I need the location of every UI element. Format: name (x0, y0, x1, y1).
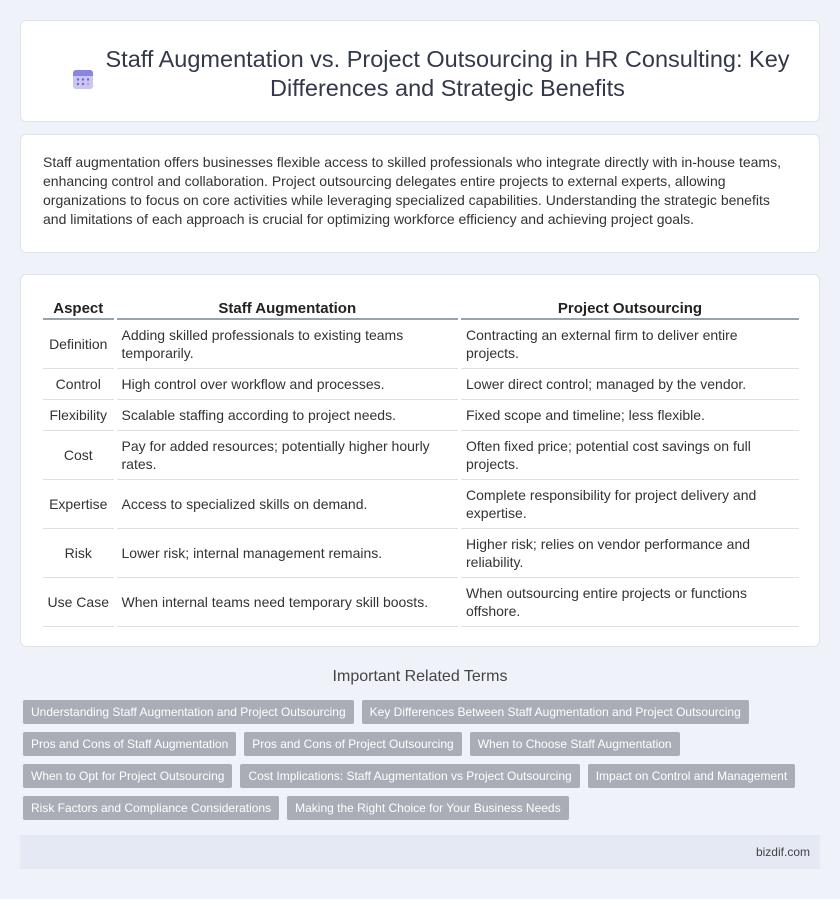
header-staff-augmentation: Staff Augmentation (115, 295, 460, 319)
row-project: Complete responsibility for project delivery and expertise. (460, 479, 799, 528)
row-aspect: Control (43, 368, 115, 399)
page-title: Staff Augmentation vs. Project Outsourcing in HR Consulting: Key Differences and Strategic Benefits (105, 46, 790, 101)
row-staff: Lower risk; internal management remains. (115, 528, 460, 577)
related-terms-list (23, 700, 823, 828)
header-aspect: Aspect (43, 295, 115, 319)
row-staff: Access to specialized skills on demand. (115, 479, 460, 528)
footer-site-link[interactable]: bizdif.com (755, 845, 810, 859)
related-term-tag[interactable]: Key Differences Between Staff Augmentation and Project Outsourcing (362, 700, 749, 724)
row-project: When outsourcing entire projects or functions offshore. (460, 577, 799, 626)
row-aspect: Flexibility (43, 399, 115, 430)
related-term-tag[interactable]: When to Opt for Project Outsourcing (23, 764, 232, 788)
header-project-outsourcing: Project Outsourcing (460, 295, 799, 319)
related-term-tag[interactable]: Pros and Cons of Staff Augmentation (23, 732, 236, 756)
row-staff: When internal teams need temporary skill boosts. (115, 577, 460, 626)
title-card (20, 20, 820, 122)
row-staff: Scalable staffing according to project needs. (115, 399, 460, 430)
row-aspect: Risk (43, 528, 115, 577)
related-term-tag[interactable]: Understanding Staff Augmentation and Project Outsourcing (23, 700, 354, 724)
row-project: Lower direct control; managed by the vendor. (460, 368, 799, 399)
related-terms-title: Important Related Terms (332, 668, 508, 685)
comparison-table (43, 295, 799, 627)
row-aspect: Expertise (43, 479, 115, 528)
related-term-tag[interactable]: Impact on Control and Management (588, 764, 795, 788)
row-project: Higher risk; relies on vendor performance and reliability. (460, 528, 799, 577)
row-project: Often fixed price; potential cost savings on full projects. (460, 430, 799, 479)
row-aspect: Use Case (43, 577, 115, 626)
row-project: Contracting an external firm to deliver entire projects. (460, 319, 799, 368)
calendar-icon (71, 67, 95, 91)
related-term-tag[interactable]: Risk Factors and Compliance Considerations (23, 796, 279, 820)
intro-paragraph: Staff augmentation offers businesses flexible access to skilled professionals who integrate directly with in-house teams, enhancing control and collaboration. Project outsourcing delegates entire projects to external experts, allowing organizations to focus on core activities while leveraging specialized capabilities. Understanding the strategic benefits and limitations of each approach is crucial for optimizing workforce efficiency and achieving project goals. (43, 154, 781, 227)
row-staff: Pay for added resources; potentially higher hourly rates. (115, 430, 460, 479)
related-term-tag[interactable]: Making the Right Choice for Your Business Needs (287, 796, 568, 820)
intro-card (20, 134, 820, 253)
row-aspect: Cost (43, 430, 115, 479)
related-term-tag[interactable]: When to Choose Staff Augmentation (470, 732, 680, 756)
row-staff: High control over workflow and processes. (115, 368, 460, 399)
row-aspect: Definition (43, 319, 115, 368)
row-project: Fixed scope and timeline; less flexible. (460, 399, 799, 430)
row-staff: Adding skilled professionals to existing teams temporarily. (115, 319, 460, 368)
related-term-tag[interactable]: Cost Implications: Staff Augmentation vs Project Outsourcing (240, 764, 579, 788)
comparison-table-card (20, 274, 820, 647)
footer (20, 835, 820, 869)
related-term-tag[interactable]: Pros and Cons of Project Outsourcing (244, 732, 461, 756)
